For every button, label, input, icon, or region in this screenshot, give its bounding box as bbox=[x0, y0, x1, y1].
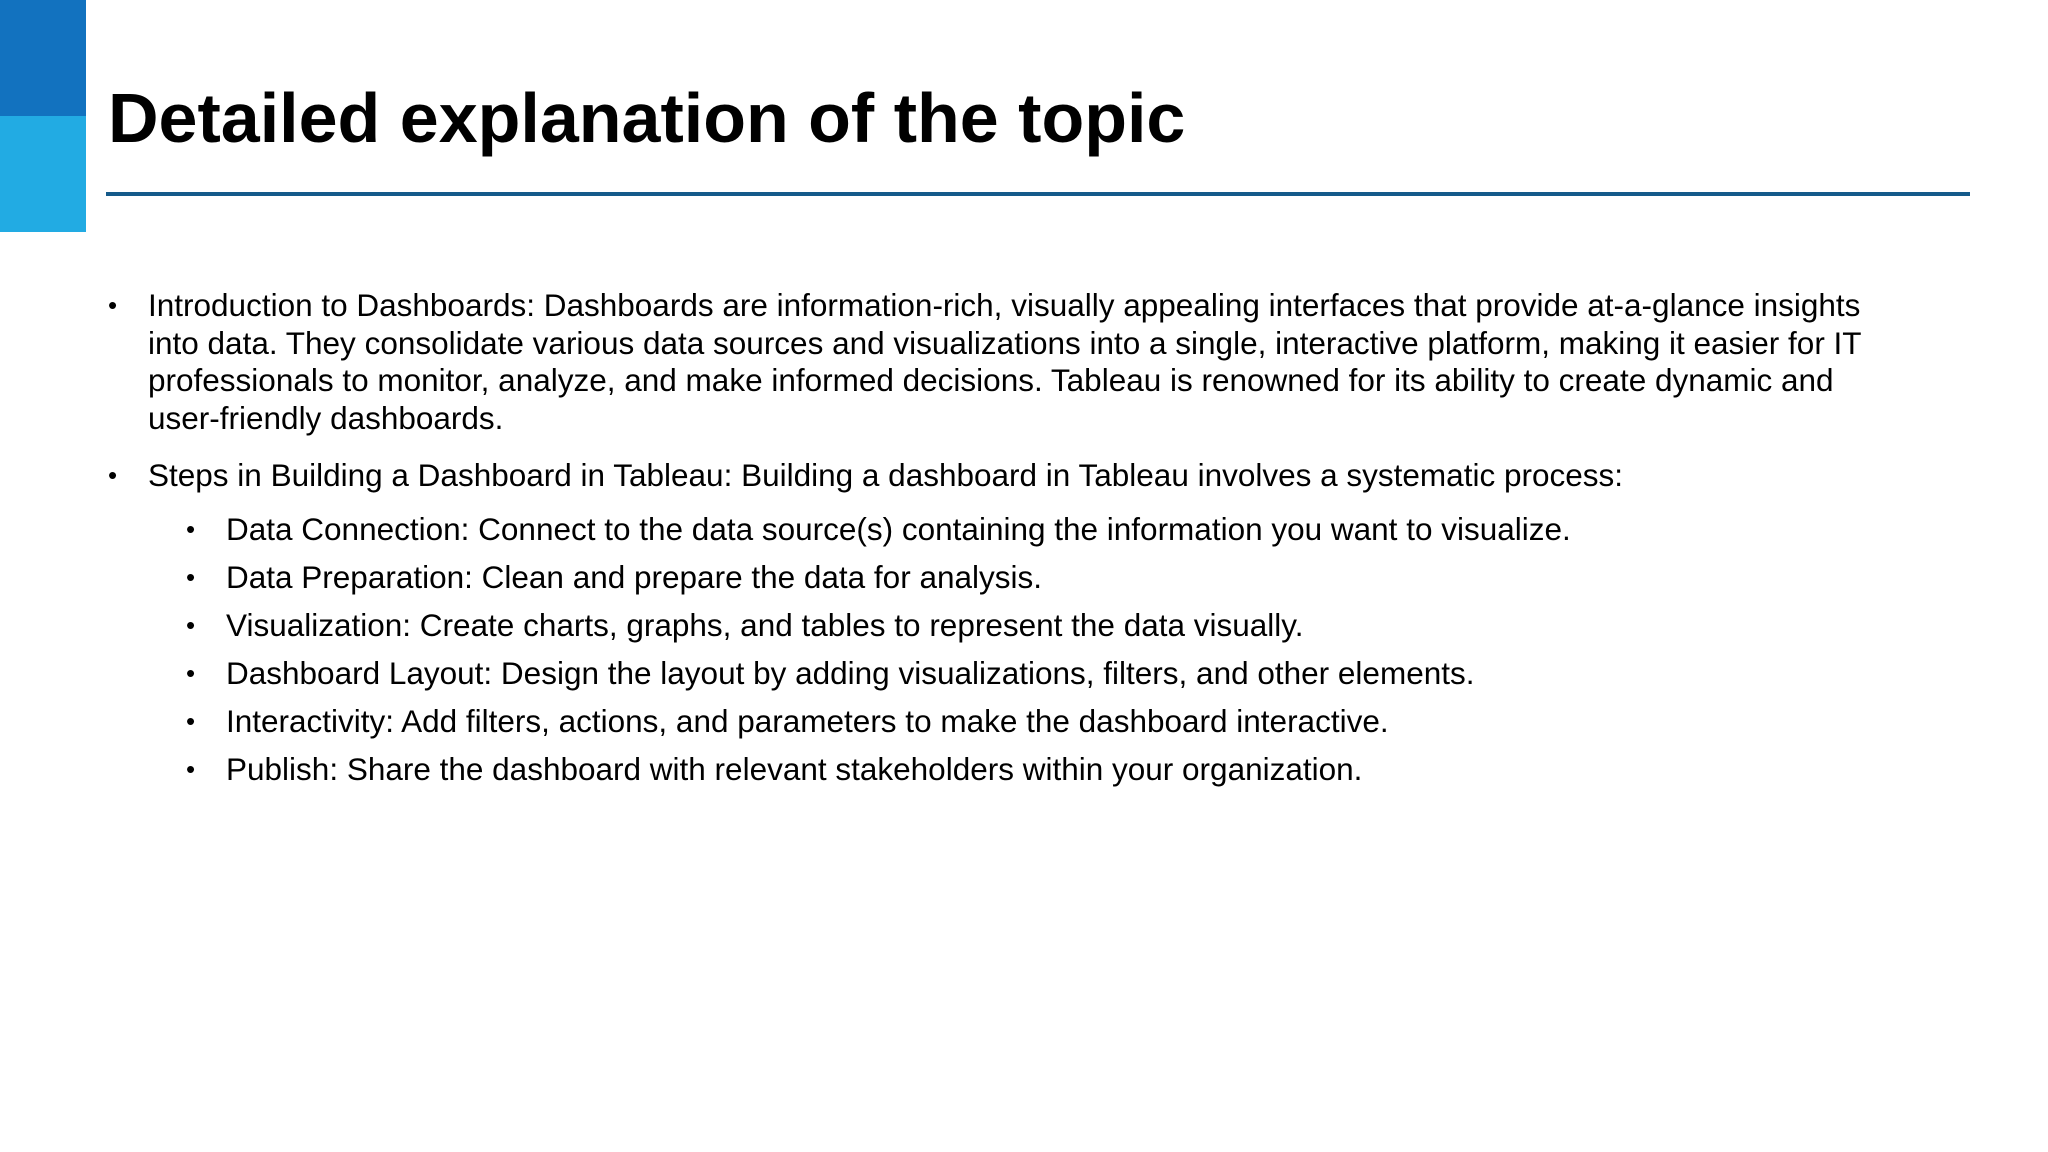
accent-block-light-blue bbox=[0, 116, 86, 232]
sub-bullet-list bbox=[108, 505, 1868, 793]
accent-block-dark-blue bbox=[0, 0, 86, 116]
bullet-steps-in-building bbox=[108, 457, 1868, 495]
sub-bullet-publish: • Publish: Share the dashboard with relevant stakeholders within your organization. bbox=[186, 745, 1868, 793]
sub-bullet-dashboard-layout: • Dashboard Layout: Design the layout by adding visualizations, filters, and other elements. bbox=[186, 649, 1868, 697]
sub-bullet-data-preparation: • Data Preparation: Clean and prepare the data for analysis. bbox=[186, 553, 1868, 601]
bullet-introduction-to-dashboards bbox=[108, 287, 1908, 437]
sub-bullet-visualization: • Visualization: Create charts, graphs, and tables to represent the data visually. bbox=[186, 601, 1868, 649]
sub-bullet-interactivity: • Interactivity: Add filters, actions, and parameters to make the dashboard interactive. bbox=[186, 697, 1868, 745]
slide-content bbox=[108, 287, 1868, 793]
title-divider bbox=[106, 192, 1970, 196]
slide-title: Detailed explanation of the topic bbox=[108, 79, 1186, 157]
sub-bullet-data-connection: • Data Connection: Connect to the data source(s) containing the information you want to visualize. bbox=[186, 505, 1868, 553]
bullet-list bbox=[108, 287, 1868, 495]
bullet-text: Introduction to Dashboards: Dashboards are information-rich, visually appealing interfaces that provide at-a-glance insights into data. They consolidate various data sources and visualizations into a single, interactive platform, making it easier for IT professionals to monitor, analyze, and make informed decisions. Tableau is renowned for its ability to create dynamic and user-friendly dashboards. bbox=[148, 287, 1861, 436]
bullet-text: Steps in Building a Dashboard in Tableau: Building a dashboard in Tableau involves a systematic process: bbox=[148, 457, 1623, 493]
